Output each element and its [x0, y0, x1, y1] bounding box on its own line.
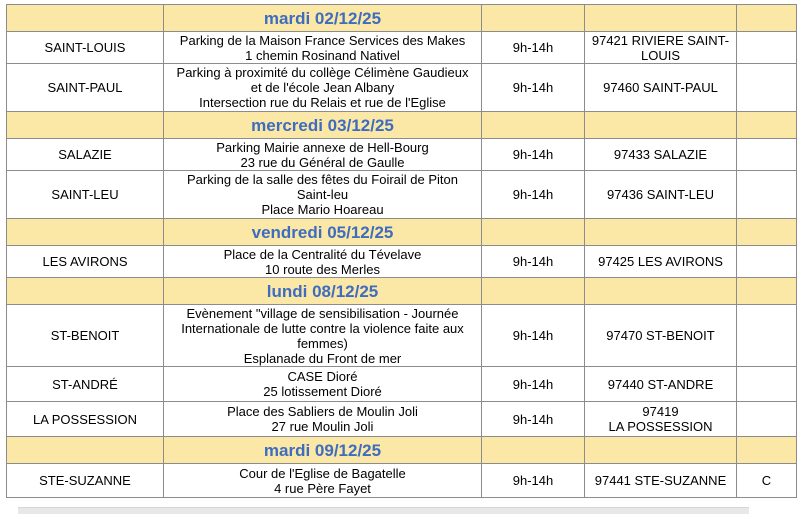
cell[interactable]: [737, 64, 797, 112]
cell[interactable]: [737, 305, 797, 367]
cell[interactable]: [482, 278, 585, 305]
postal-cell[interactable]: 97425 LES AVIRONS: [585, 246, 737, 278]
table-row: [7, 305, 797, 367]
hours-cell[interactable]: 9h-14h: [482, 464, 585, 498]
hours-cell[interactable]: 9h-14h: [482, 305, 585, 367]
commune-cell[interactable]: SAINT-PAUL: [7, 64, 164, 112]
cell[interactable]: [7, 278, 164, 305]
address-line: Parking à proximité du collège Célimène Gaudieux: [176, 65, 469, 80]
cell[interactable]: [737, 5, 797, 32]
address-line: Evènement "village de sensibilisation - Journée: [186, 305, 459, 321]
cell[interactable]: [737, 437, 797, 464]
commune-cell[interactable]: STE-SUZANNE: [7, 464, 164, 498]
hours-cell[interactable]: 9h-14h: [482, 402, 585, 437]
hours-cell[interactable]: 9h-14h: [482, 367, 585, 402]
overflow-cell[interactable]: C: [737, 464, 797, 498]
cell[interactable]: [737, 112, 797, 139]
address-line: 23 rue du Général de Gaulle: [240, 154, 405, 170]
hours-cell[interactable]: 9h-14h: [482, 64, 585, 112]
date-header-row: [7, 219, 797, 246]
date-heading[interactable]: lundi 08/12/25: [164, 278, 482, 305]
address-line: Parking de la Maison France Services des Makes: [179, 32, 466, 48]
cell[interactable]: [737, 402, 797, 437]
address-cell[interactable]: [164, 305, 482, 367]
table-row: [7, 402, 797, 437]
cell[interactable]: [737, 171, 797, 219]
commune-cell[interactable]: ST-ANDRÉ: [7, 367, 164, 402]
cell[interactable]: [585, 5, 737, 32]
date-header-row: [7, 5, 797, 32]
table-row: [7, 246, 797, 278]
address-cell[interactable]: [164, 64, 482, 112]
date-heading[interactable]: vendredi 05/12/25: [164, 219, 482, 246]
address-line: Place Mario Hoareau: [261, 202, 384, 217]
date-header-row: [7, 112, 797, 139]
address-line: femmes): [297, 335, 348, 351]
address-line: et de l'école Jean Albany: [250, 80, 395, 95]
address-cell[interactable]: [164, 367, 482, 402]
table-row: [7, 139, 797, 171]
cell[interactable]: [7, 437, 164, 464]
address-line: 25 lotissement Dioré: [263, 384, 382, 399]
postal-cell[interactable]: 97433 SALAZIE: [585, 139, 737, 171]
hours-cell[interactable]: 9h-14h: [482, 171, 585, 219]
commune-cell[interactable]: LA POSSESSION: [7, 402, 164, 437]
commune-cell[interactable]: SAINT-LEU: [7, 171, 164, 219]
postal-cell[interactable]: 97460 SAINT-PAUL: [585, 64, 737, 112]
cell[interactable]: [585, 278, 737, 305]
hours-cell[interactable]: 9h-14h: [482, 32, 585, 64]
address-line: 1 chemin Rosinand Nativel: [245, 47, 400, 63]
address-cell[interactable]: [164, 171, 482, 219]
address-line: Cour de l'Eglise de Bagatelle: [239, 465, 406, 481]
address-line: Place des Sabliers de Moulin Joli: [227, 404, 418, 419]
date-heading[interactable]: mardi 09/12/25: [164, 437, 482, 464]
table-row: [7, 464, 797, 498]
address-line: 27 rue Moulin Joli: [271, 419, 374, 434]
postal-cell[interactable]: 97440 ST-ANDRE: [585, 367, 737, 402]
cell[interactable]: [482, 112, 585, 139]
table-row: [7, 367, 797, 402]
commune-cell[interactable]: SALAZIE: [7, 139, 164, 171]
address-cell[interactable]: [164, 402, 482, 437]
postal-line: LOUIS: [640, 47, 680, 63]
address-line: Parking Mairie annexe de Hell-Bourg: [216, 139, 429, 155]
table-row: [7, 32, 797, 64]
cell[interactable]: [482, 437, 585, 464]
cell[interactable]: [482, 5, 585, 32]
date-header-row: [7, 437, 797, 464]
cell[interactable]: [482, 219, 585, 246]
cell[interactable]: [585, 112, 737, 139]
address-cell[interactable]: [164, 32, 482, 64]
commune-cell[interactable]: LES AVIRONS: [7, 246, 164, 278]
cell[interactable]: [737, 246, 797, 278]
cell[interactable]: [737, 219, 797, 246]
address-cell[interactable]: [164, 464, 482, 498]
cell[interactable]: [585, 437, 737, 464]
address-line: 4 rue Père Fayet: [274, 480, 371, 496]
postal-cell[interactable]: 97441 STE-SUZANNE: [585, 464, 737, 498]
address-cell[interactable]: [164, 246, 482, 278]
postal-cell[interactable]: 97470 ST-BENOIT: [585, 305, 737, 367]
hours-cell[interactable]: 9h-14h: [482, 139, 585, 171]
cell[interactable]: [737, 278, 797, 305]
address-line: Esplanade du Front de mer: [243, 350, 402, 366]
cell[interactable]: [7, 219, 164, 246]
address-line: Intersection rue du Relais et rue de l'Eglise: [199, 95, 446, 110]
cell[interactable]: [7, 5, 164, 32]
horizontal-scrollbar[interactable]: [18, 507, 749, 514]
postal-cell[interactable]: [585, 402, 737, 437]
schedule-table: [6, 4, 797, 498]
address-cell[interactable]: [164, 139, 482, 171]
commune-cell[interactable]: ST-BENOIT: [7, 305, 164, 367]
postal-cell[interactable]: 97436 SAINT-LEU: [585, 171, 737, 219]
date-header-row: [7, 278, 797, 305]
cell[interactable]: [737, 32, 797, 64]
cell[interactable]: [585, 219, 737, 246]
postal-cell[interactable]: [585, 32, 737, 64]
table-row: [7, 171, 797, 219]
table-row: [7, 64, 797, 112]
address-line: CASE Dioré: [287, 369, 358, 384]
commune-cell[interactable]: SAINT-LOUIS: [7, 32, 164, 64]
cell[interactable]: [737, 367, 797, 402]
postal-line: 97421 RIVIERE SAINT-: [591, 32, 730, 48]
hours-cell[interactable]: 9h-14h: [482, 246, 585, 278]
cell[interactable]: [7, 112, 164, 139]
postal-line: 97419: [642, 404, 679, 419]
postal-line: LA POSSESSION: [608, 419, 713, 434]
address-line: Parking de la salle des fêtes du Foirail de Piton: [187, 172, 458, 187]
address-line: Place de la Centralité du Tévelave: [223, 246, 422, 262]
date-heading[interactable]: mardi 02/12/25: [164, 5, 482, 32]
cell[interactable]: [737, 139, 797, 171]
address-line: 10 route des Merles: [265, 261, 380, 277]
address-line: Internationale de lutte contre la violence faite aux: [181, 320, 464, 336]
date-heading[interactable]: mercredi 03/12/25: [164, 112, 482, 139]
address-line: Saint-leu: [296, 187, 349, 202]
